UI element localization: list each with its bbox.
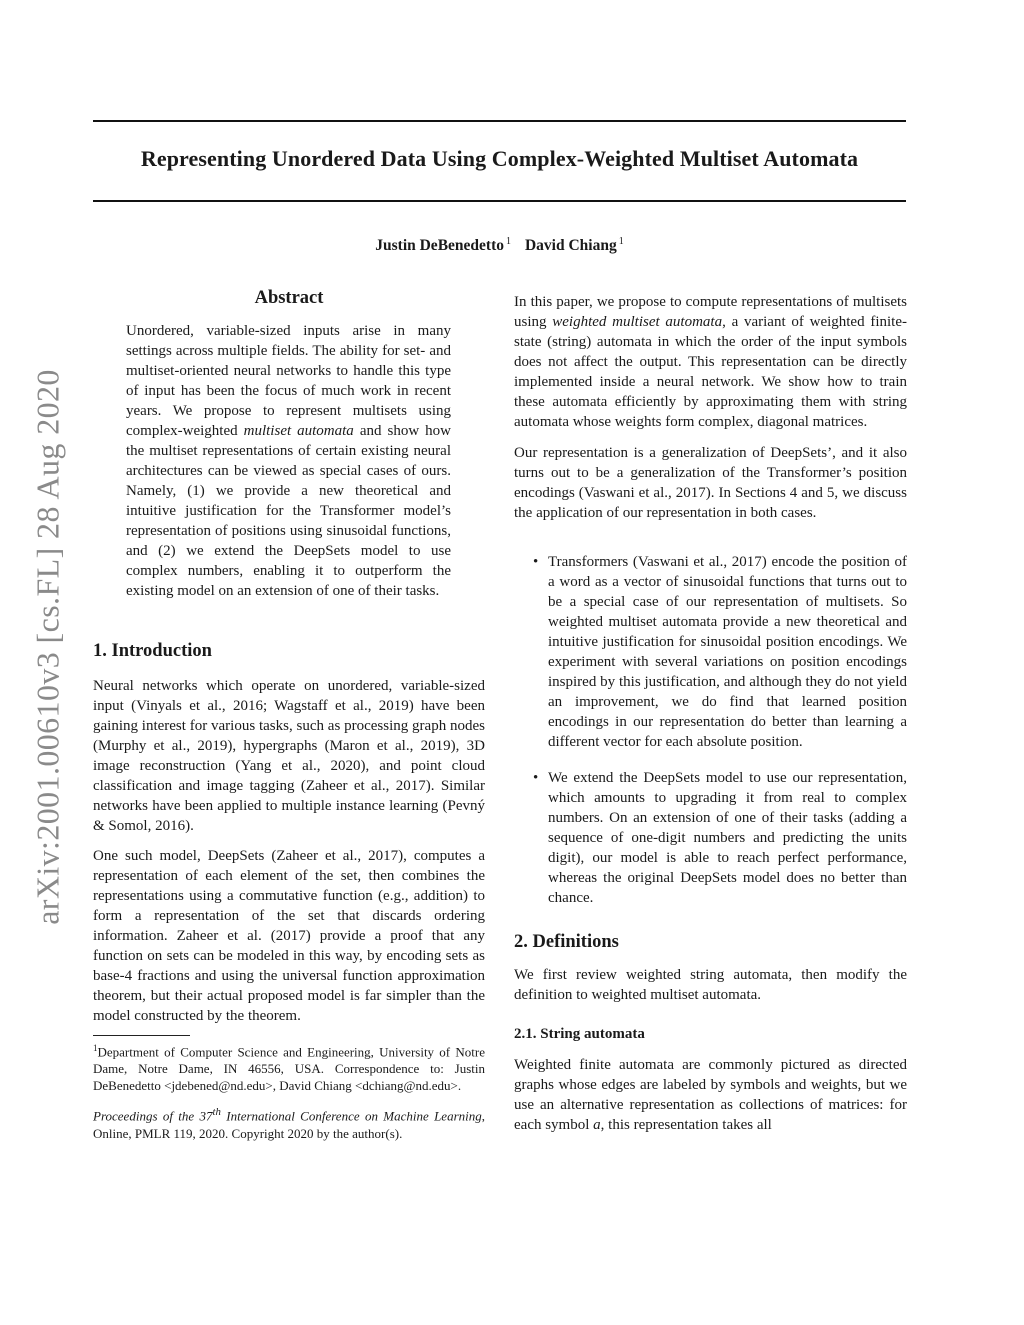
- bullet-icon: •: [533, 554, 539, 570]
- body-paragraph: We first review weighted string automata, then modify the definition to weighted multiset automata.: [514, 967, 907, 1003]
- arxiv-stamp: arXiv:2001.00610v3 [cs.FL] 28 Aug 2020: [29, 369, 66, 925]
- body-paragraph: [514, 1055, 907, 1135]
- proceedings-ordinal: th: [212, 1106, 221, 1119]
- abstract-text-b: and show how the multiset representations of certain existing neural architectures can be viewed as special cases of ours. Namely, (1) we provide a new theoretical and intuitive justification for the Transformer model’s representation of positions using sinusoidal functions, and (2) we extend the DeepSets model to use complex numbers, enabling it to outperform the existing model on an extension of one of their tasks.: [126, 423, 451, 599]
- section-heading-definitions: 2. Definitions: [514, 932, 619, 952]
- contribution-list: [514, 552, 907, 908]
- intro-paragraph: Neural networks which operate on unordered, variable-sized input (Vinyals et al., 2016; Wagstaff et al., 2019) have been gaining interest for various tasks, such as processing graph nodes (Murphy et al., 2019), hypergraphs (Maron et al., 2019), 3D image reconstruction (Yang et al., 2020), and point cloud classification and image tagging (Zaheer et al., 2017). Similar networks have been applied to multiple instance learning (Pevný & Somol, 2016).: [93, 678, 485, 834]
- body-text: , a variant of weighted finite-state (string) automata in which the order of the input symbols does not affect the output. This representation can be directly implemented inside a neural network. We show how to train these automata efficiently by approximating them with string automata whose weights form complex, diagonal matrices.: [514, 314, 907, 430]
- author-affiliation-mark: 1: [618, 236, 624, 247]
- author-affiliation-mark: 1: [505, 236, 511, 247]
- list-item: [514, 552, 907, 752]
- bullet-icon: •: [533, 770, 539, 786]
- footnote-mark: 1: [93, 1043, 98, 1053]
- paper-title: Representing Unordered Data Using Complex-Weighted Multiset Automata: [140, 146, 859, 171]
- right-column: [514, 292, 907, 1135]
- subsection-heading-string-automata: 2.1. String automata: [514, 1026, 645, 1042]
- body-paragraph: [514, 292, 907, 432]
- proceedings-venue-rest: International Conference on Machine Learning: [220, 1108, 482, 1124]
- left-column: [93, 286, 485, 1142]
- body-text: In this paper, we propose to compute representations of multisets using: [514, 294, 907, 330]
- body-emphasis: weighted multiset automata: [552, 314, 723, 330]
- body-text: , this representation takes all: [600, 1117, 772, 1133]
- list-item-text: Transformers (Vaswani et al., 2017) encode the position of a word as a vector of sinusoidal functions that turns out to be a special case of our representation of multisets. So weighted multiset automata provide a new theoretical and intuitive justification for sinusoidal position encodings. We experiment with several variations on position encodings inspired by this justification, and although they do not yield an improvement, we do find that learned position encodings in our representation do better than learning a different vector for each absolute position.: [548, 554, 907, 750]
- body-text: Weighted finite automata are commonly pictured as directed graphs whose edges are labeled by symbols and weights, but we use an alternative representation as collections of matrices: for each symbol: [514, 1057, 907, 1133]
- author-name: Justin DeBenedetto: [375, 237, 504, 254]
- proceedings-details: , Online, PMLR 119, 2020. Copyright 2020 by the author(s).: [93, 1108, 485, 1141]
- footnote-text: Department of Computer Science and Engineering, University of Notre Dame, Notre Dame, IN 46556, USA. Correspondence to: Justin DeBenedetto <jdebened@nd.edu>, David Chiang <dchiang@nd.edu>.: [93, 1044, 485, 1094]
- title-rule-bottom: [93, 200, 906, 202]
- abstract-text-a: Unordered, variable-sized inputs arise in many settings across multiple fields. The ability for set- and multiset-oriented neural networks to handle this type of input has been the focus of much work in recent years. We propose to represent multisets using complex-weighted: [126, 323, 451, 439]
- footnote-rule: [93, 1035, 190, 1036]
- intro-paragraph: One such model, DeepSets (Zaheer et al., 2017), computes a representation of each element of the set, then combines the representations using a commutative function (e.g., addition) to form a representation of the set that discards ordering information. Zaheer et al. (2017) provide a proof that any function on sets can be modeled in this way, by encoding sets as base-4 fractions and using the universal function approximation theorem, but their actual proposed model is far simpler than the model constructed by the theorem.: [93, 848, 485, 1024]
- footnote: [93, 1040, 485, 1094]
- list-item: [514, 768, 907, 908]
- abstract-heading: Abstract: [254, 288, 324, 308]
- list-item-text: We extend the DeepSets model to use our representation, which amounts to upgrading it from real to complex numbers. On an extension of one of their tasks (adding a sequence of one-digit numbers and predicting the units digit), our model is able to reach perfect performance, whereas the original DeepSets model does no better than chance.: [548, 770, 907, 906]
- author-line: [93, 236, 906, 255]
- abstract-emphasis: multiset automata: [243, 423, 354, 439]
- body-paragraph: Our representation is a generalization of DeepSets’, and it also turns out to be a generalization of the Transformer’s position encodings (Vaswani et al., 2017). In Sections 4 and 5, we discuss the application of our representation in both cases.: [514, 445, 907, 521]
- proceedings-venue: Proceedings of the 37: [93, 1108, 213, 1124]
- math-symbol: a: [593, 1117, 601, 1133]
- abstract-text: [126, 321, 451, 601]
- title-rule-top: [93, 120, 906, 122]
- author-name: David Chiang: [524, 237, 617, 254]
- proceedings-note: [93, 1104, 485, 1141]
- section-heading-introduction: 1. Introduction: [93, 641, 212, 661]
